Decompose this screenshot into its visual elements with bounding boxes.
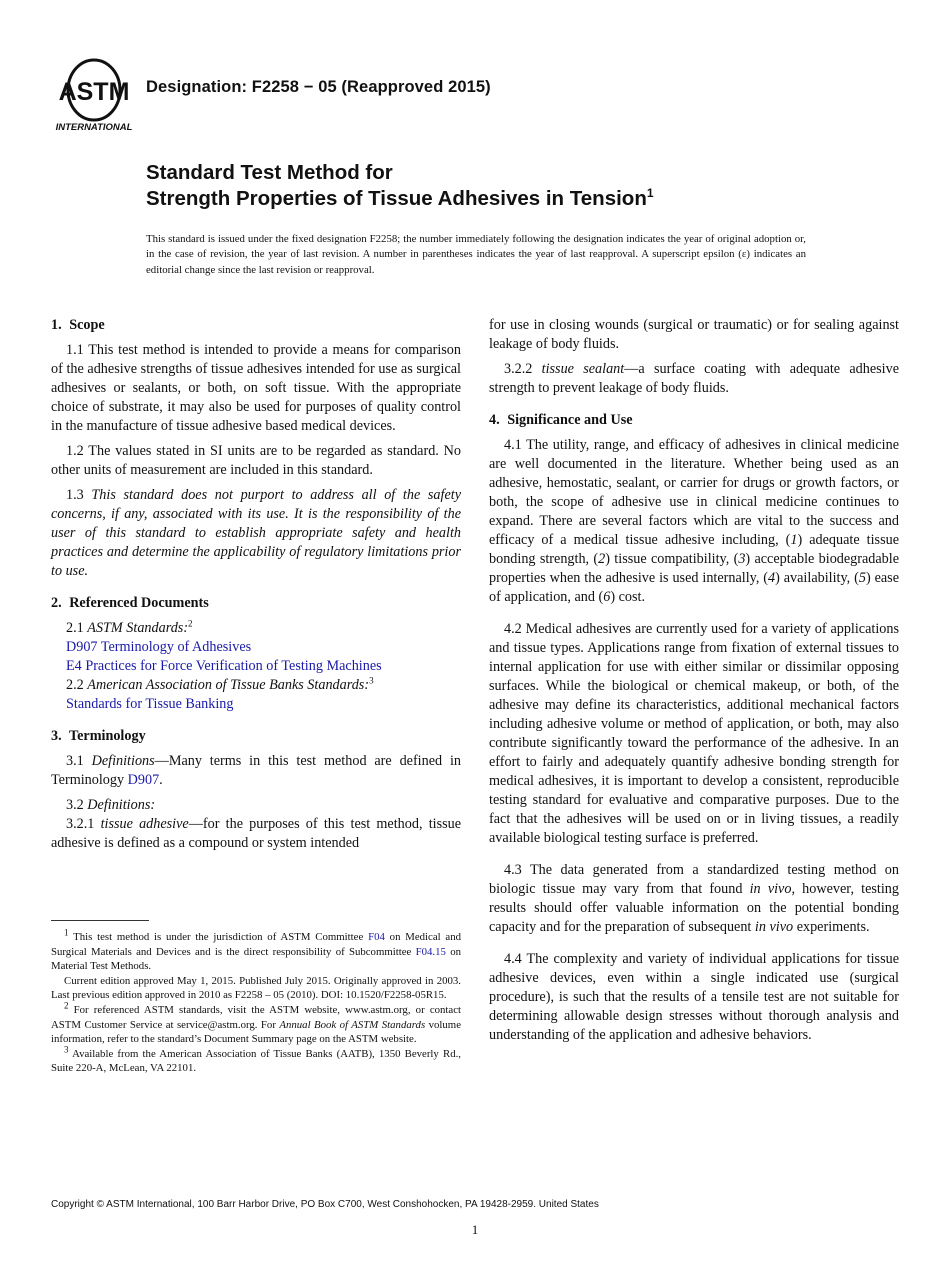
left-column bbox=[51, 316, 461, 853]
ref-tissue-banking-title[interactable]: Standards for Tissue Banking bbox=[66, 696, 234, 712]
standard-intro-note: This standard is issued under the fixed designation F2258; the number immediately following the designation indicates the year of original adoption or, in the case of revision, the year of last revision. A number in parentheses indicates the year of last reapproval. A superscript epsilon (ε) indicates an editorial change since the last revision or reapproval. bbox=[146, 233, 806, 276]
ref-f04[interactable]: F04 bbox=[368, 931, 385, 943]
ref-d907[interactable] bbox=[51, 638, 461, 657]
page-number: 1 bbox=[471, 1222, 479, 1237]
footnote-1-edition: Current edition approved May 1, 2015. Published July 2015. Originally approved in 2003. Last previous edition approved in 2010 as F2258 – 05 (2010). DOI: 10.1520/F2258-05R15. bbox=[51, 974, 461, 1002]
ref-f04-15[interactable]: F04.15 bbox=[415, 945, 446, 958]
para-3-2-1: 3.2.1 tissue adhesive—for the purposes of this test method, tissue adhesive is defined as a compound or system intended bbox=[51, 816, 462, 851]
title-line-2-text: Strength Properties of Tissue Adhesives in Tension bbox=[146, 187, 647, 210]
ref-d907-inline[interactable]: D907 bbox=[127, 772, 160, 788]
footnote-1: $^1$ This test method is under the jurisdiction of ASTM Committee F04 on Medical and Surgical Materials and Devices and is the direct responsibility of Subcommittee F04.15 on Material Test Methods. bbox=[51, 927, 462, 973]
para-1-1: 1.1 This test method is intended to provide a means for comparison of the adhesive strengths of tissue adhesives intended for use as surgical adhesives or sealants, or both, on soft tissue. With the appropriate choice of substrate, it may also be used for purposes of quality control in the manufacture of tissue adhesive based medical devices. bbox=[51, 342, 461, 434]
para-3-2-1-cont: for use in closing wounds (surgical or traumatic) or for sealing against leakage of body fluids. bbox=[489, 317, 899, 352]
footnote-2: $^2$ For referenced ASTM standards, visit the ASTM website, www.astm.org, or contact ASTM Customer Service at service@astm.org. For Annual Book of ASTM Standards volume information, refer to the standard’s Document Summary page on the ASTM website. bbox=[51, 1000, 461, 1046]
svg-text:INTERNATIONAL: INTERNATIONAL bbox=[55, 122, 133, 133]
right-column bbox=[489, 316, 899, 1045]
para-4-2: 4.2 Medical adhesives are currently used for a variety of applications and tissue types. Applications range from fixation of external tissues to internal application for use with either similar or dissimilar opposing surfaces. While the biological or chemical makeup, or both, of the adhesive may define its characteristics, additional mechanical factors including adhesive volume or method of application, or both, may also contribute significantly toward the performance of the adhesive. In an effort to fairly and adequately quantify adhesive bonding strength for medical adhesives, it is important to develop a consistent, reproducible testing standard for evaluative and comparative purposes. Due to the fact that the adhesives will be used on or in living tissues, a readily available biological testing surface is preferred. bbox=[489, 621, 899, 846]
footnote-3: $^3$ Available from the American Association of Tissue Banks (AATB), 1350 Beverly Rd., Suite 220-A, McLean, VA 22101. bbox=[51, 1044, 461, 1075]
designation: Designation: F2258 − 05 (Reapproved 2015) bbox=[146, 78, 491, 96]
footnote-rule bbox=[51, 920, 149, 921]
ref-e4-code[interactable]: E4 bbox=[66, 658, 82, 674]
section-4-heading: 4. Significance and Use bbox=[489, 412, 633, 428]
ref-d907-code[interactable]: D907 bbox=[66, 639, 98, 655]
copyright-footer: Copyright © ASTM International, 100 Barr Harbor Drive, PO Box C700, West Conshohocken, PA 19428-2959. United States bbox=[51, 1199, 599, 1210]
ref-tissue-banking[interactable] bbox=[51, 695, 461, 714]
para-3-2-2: 3.2.2 tissue sealant—a surface coating with adequate adhesive strength to prevent leakage of body fluids. bbox=[489, 361, 900, 396]
para-4-3: 4.3 The data generated from a standardized testing method on biologic tissue may vary from that found in vivo, however, testing results should offer valuable information on the potential bonding capacity and for the preparation of subsequent in vivo experiments. bbox=[489, 862, 899, 935]
section-3-heading: 3. Terminology bbox=[51, 728, 146, 744]
astm-logo-mark bbox=[52, 56, 136, 134]
title-line-2 bbox=[146, 186, 654, 212]
ref-e4-title[interactable]: Practices for Force Verification of Testing Machines bbox=[85, 658, 382, 674]
title-line-1: Standard Test Method for bbox=[146, 161, 393, 184]
document-title bbox=[146, 160, 654, 212]
para-2-1: 2.1 ASTM Standards:$^2$ bbox=[66, 618, 193, 636]
footnotes bbox=[51, 927, 462, 1076]
para-1-2: 1.2 The values stated in SI units are to be regarded as standard. No other units of measurement are included in this standard. bbox=[51, 443, 461, 478]
section-2-heading: 2. Referenced Documents bbox=[51, 595, 209, 611]
astm-logo bbox=[52, 56, 136, 134]
section-1-heading: 1. Scope bbox=[51, 317, 105, 333]
para-1-3: 1.3 This standard does not purport to address all of the safety concerns, if any, associated with its use. It is the responsibility of the user of this standard to establish appropriate safety and health practices and determine the applicability of regulatory limitations prior to use. bbox=[51, 487, 461, 579]
para-2-2: 2.2 American Association of Tissue Banks Standards:$^3$ bbox=[66, 675, 374, 693]
para-3-2: 3.2 Definitions: bbox=[66, 797, 156, 813]
para-3-1: 3.1 Definitions—Many terms in this test method are defined in Terminology D907. bbox=[51, 753, 461, 788]
para-4-1: 4.1 The utility, range, and efficacy of adhesives in clinical medicine are well documented in the literature. Whether being used as an adhesive, hemostatic, sealant, or carrier for drugs or growth factors, or both, the scope of adhesive use in clinical medicine continues to expand. There are several factors which are vital to the success and efficacy of a medical tissue adhesive including, (1) adequate tissue bonding strength, (2) tissue compatibility, (3) acceptable biodegradable properties when the adhesive is used internally, (4) availability, (5) ease of application, and (6) cost. bbox=[489, 437, 900, 605]
svg-text:ASTM: ASTM bbox=[58, 78, 130, 106]
ref-d907-title[interactable]: Terminology of Adhesives bbox=[100, 639, 252, 655]
ref-e4[interactable] bbox=[51, 657, 461, 676]
title-footnote-mark: 1 bbox=[646, 186, 654, 201]
para-4-4: 4.4 The complexity and variety of individual applications for tissue adhesive devices, even within a single indicated use (surgical procedure), is such that the results of a tensile test are not suitable for determining allowable design stresses without thorough analysis and understanding of the application and adhesive behaviors. bbox=[489, 951, 899, 1043]
